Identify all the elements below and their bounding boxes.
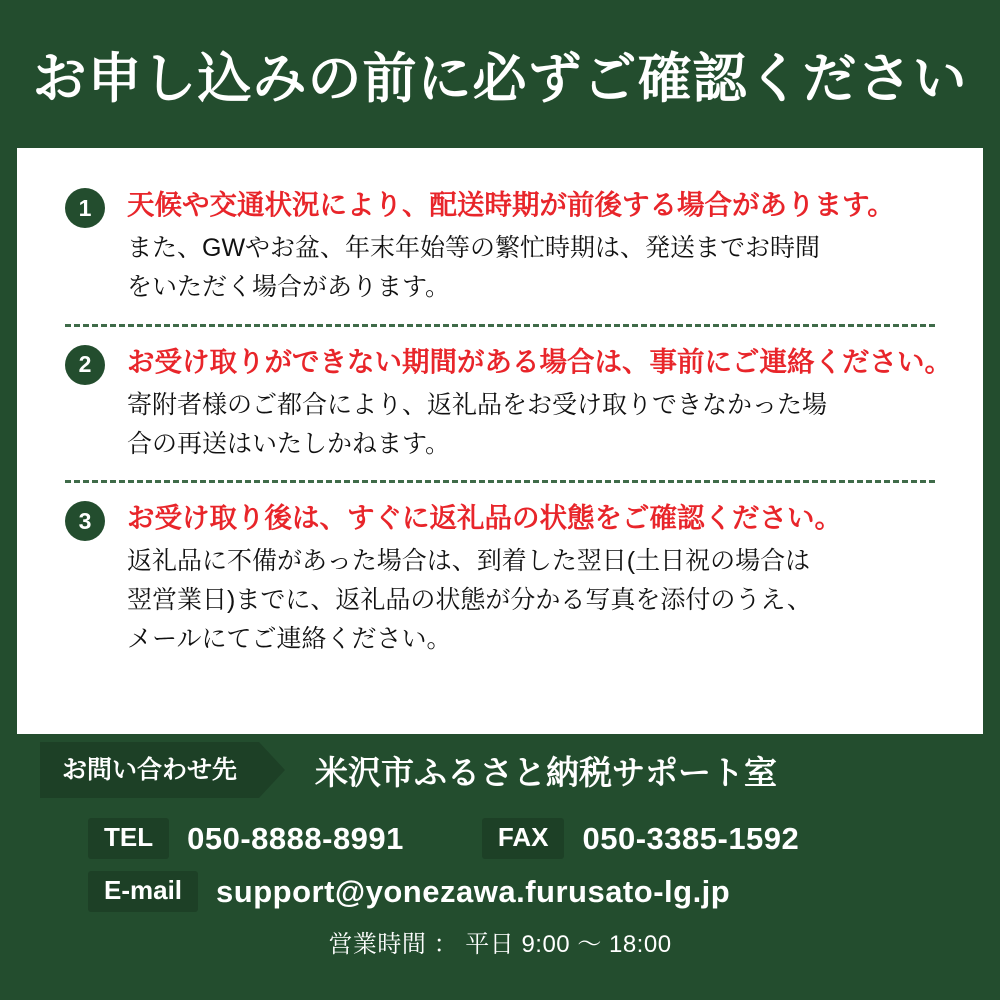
notice-heading: お受け取り後は、すぐに返礼品の状態をご確認ください。 [127,502,842,534]
notice-number-badge: 3 [65,501,105,541]
contact-bar [0,734,1000,806]
page-header [0,0,1000,148]
notice-card [17,148,983,734]
notice-item-1 [65,186,935,307]
tel-label: TEL [88,818,169,859]
contact-office-name: 米沢市ふるさと納税サポート室 [315,753,778,791]
business-hours: 営業時間 ： 平日 9:00 ～ 18:00 [328,931,672,959]
notice-body-line: 翌営業日)までに、返礼品の状態が分かる写真を添付のうえ、 [127,586,812,615]
notice-body-line: 合の再送はいたしかねます。 [127,429,451,458]
notice-item-2 [65,343,952,464]
notice-body-line: また、GWやお盆、年末年始等の繁忙時期は、発送までお時間 [127,234,821,263]
fax-value[interactable]: 050-3385-1592 [582,820,800,856]
notice-body-line: 寄附者様のご都合により、返礼品をお受け取りできなかった場 [127,390,828,419]
contact-label-group [40,742,285,798]
tel-value[interactable]: 050-8888-8991 [187,820,404,856]
notice-heading: 天候や交通状況により、配送時期が前後する場合があります。 [127,189,895,220]
contact-phone-row [88,818,1000,859]
contact-details [0,818,1000,959]
email-value[interactable]: support@yonezawa.furusato-lg.jp [216,873,731,909]
fax-label: FAX [482,818,565,859]
notice-body-line: メールにてご連絡ください。 [127,624,452,653]
contact-label: お問い合わせ先 [40,742,259,798]
notice-item-3 [65,499,935,658]
page-title: お申し込みの前に必ずご確認ください [32,48,968,109]
arrow-right-icon [259,742,285,798]
notice-body-line: をいただく場合があります。 [127,272,451,301]
email-label: E-mail [88,871,198,912]
notice-number-badge: 1 [65,188,105,228]
notice-body-line: 返礼品に不備があった場合は、到着した翌日(土日祝の場合は [127,547,811,576]
contact-email-row [88,871,1000,912]
notice-number-badge: 2 [65,345,105,385]
dashed-divider [65,480,935,483]
notice-heading: お受け取りができない期間がある場合は、事前にご連絡ください。 [127,345,952,377]
dashed-divider [65,324,935,327]
